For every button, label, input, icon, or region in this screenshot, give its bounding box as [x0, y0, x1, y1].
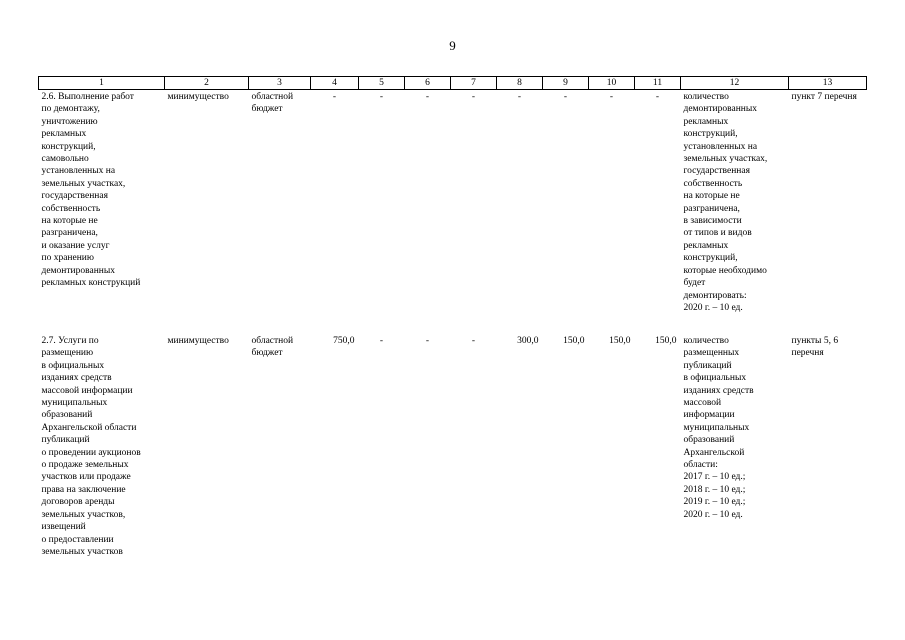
- column-header: 10: [589, 77, 635, 90]
- text-line: Архангельской области: [41, 422, 137, 433]
- column-header: 13: [789, 77, 867, 90]
- text-line: рекламных: [41, 129, 87, 140]
- text-line: области:: [683, 460, 718, 471]
- column-header: 5: [359, 77, 405, 90]
- text-line: самовольно: [41, 154, 89, 165]
- text-line: информации: [683, 410, 735, 421]
- value-cell: -: [425, 336, 430, 346]
- text-line: количество: [683, 336, 729, 346]
- text-line: бюджет: [251, 348, 283, 359]
- value-cell: 300,0: [517, 336, 539, 346]
- value-cell: -: [425, 92, 430, 102]
- value-cell: 150,0: [609, 336, 631, 346]
- text-line: 2018 г. – 10 ед.;: [683, 484, 746, 495]
- text-line: пункты 5, 6: [791, 336, 839, 346]
- text-line: договоров аренды: [41, 497, 115, 508]
- text-line: разграничена,: [683, 203, 740, 214]
- text-line: уничтожению: [41, 116, 98, 127]
- text-line: конструкций,: [41, 141, 96, 152]
- text-line: государственная: [41, 191, 108, 202]
- text-line: 2019 г. – 10 ед.;: [683, 497, 746, 508]
- text-line: права на заключение: [41, 484, 126, 495]
- text-line: на которые не: [683, 191, 740, 202]
- value-cell: -: [563, 92, 568, 102]
- value-cell: 750,0: [333, 336, 355, 346]
- text-line: пункт 7 перечня: [791, 92, 857, 102]
- text-line: муниципальных: [683, 422, 750, 433]
- column-header: 9: [543, 77, 589, 90]
- text-line: изданиях средств: [41, 373, 112, 384]
- text-line: образований: [683, 435, 735, 446]
- text-line: земельных участков: [41, 546, 123, 557]
- text-line: публикаций: [683, 360, 732, 371]
- indicator-cell: [681, 329, 789, 558]
- value-cell: -: [609, 92, 614, 102]
- text-line: рекламных: [683, 116, 729, 127]
- text-line: на которые не: [41, 216, 98, 227]
- text-line: по хранению: [41, 253, 94, 264]
- value-cell: 150,0: [563, 336, 585, 346]
- value-cell: -: [379, 92, 384, 102]
- text-line: земельных участках,: [41, 178, 126, 189]
- text-line: по демонтажу,: [41, 104, 100, 115]
- text-line: участков или продаже: [41, 472, 131, 483]
- text-line: конструкций,: [683, 129, 738, 140]
- text-line: которые необходимо: [683, 265, 767, 276]
- text-line: областной: [251, 336, 294, 346]
- reference-cell: [789, 90, 867, 330]
- text-line: в официальных: [41, 360, 105, 371]
- column-header: 2: [165, 77, 249, 90]
- column-header: 1: [39, 77, 165, 90]
- text-line: размещению: [41, 348, 94, 359]
- text-line: 2017 г. – 10 ед.;: [683, 472, 746, 483]
- column-header: 6: [405, 77, 451, 90]
- text-line: 2.6. Выполнение работ: [41, 92, 134, 102]
- budget-table: [38, 76, 867, 558]
- text-line: демонтированных: [41, 265, 116, 276]
- text-line: Архангельской: [683, 447, 745, 458]
- text-line: перечня: [791, 348, 824, 359]
- text-line: массовой: [683, 398, 722, 409]
- text-line: демонтированных: [683, 104, 758, 115]
- text-line: рекламных конструкций: [41, 278, 141, 289]
- column-header: 11: [635, 77, 681, 90]
- text-line: изданиях средств: [683, 385, 754, 396]
- text-line: государственная: [683, 166, 750, 177]
- text-line: 2.7. Услуги по: [41, 336, 99, 346]
- text-line: разграничена,: [41, 228, 98, 239]
- value-cell: -: [517, 92, 522, 102]
- page-number: 9: [449, 38, 456, 53]
- text-line: образований: [41, 410, 93, 421]
- text-line: демонтировать:: [683, 290, 747, 301]
- text-line: бюджет: [251, 104, 283, 115]
- reference-cell: [789, 329, 867, 558]
- indicator-cell: [681, 90, 789, 330]
- funding-source-cell: [249, 90, 311, 330]
- executor-cell: минимущество: [167, 336, 229, 346]
- column-header: 3: [249, 77, 311, 90]
- text-line: и оказание услуг: [41, 240, 110, 251]
- text-line: о проведении аукционов: [41, 447, 141, 458]
- column-header: 12: [681, 77, 789, 90]
- text-line: размещенных: [683, 348, 740, 359]
- funding-source-cell: [249, 329, 311, 558]
- value-cell: -: [655, 92, 660, 102]
- text-line: 2020 г. – 10 ед.: [683, 302, 743, 313]
- column-header: 4: [311, 77, 359, 90]
- value-cell: -: [471, 92, 476, 102]
- column-header: 8: [497, 77, 543, 90]
- text-line: конструкций,: [683, 253, 738, 264]
- text-line: публикаций: [41, 435, 90, 446]
- text-line: в официальных: [683, 373, 747, 384]
- text-line: 2020 г. – 10 ед.: [683, 509, 743, 520]
- column-header: 7: [451, 77, 497, 90]
- text-line: областной: [251, 92, 294, 102]
- text-line: земельных участков,: [41, 509, 126, 520]
- text-line: муниципальных: [41, 398, 108, 409]
- executor-cell: минимущество: [167, 92, 229, 102]
- value-cell: -: [332, 92, 337, 102]
- text-line: будет: [683, 278, 706, 289]
- activity-name-cell: [39, 329, 165, 558]
- text-line: о предоставлении: [41, 534, 114, 545]
- text-line: извещений: [41, 522, 86, 533]
- table-row: [39, 90, 867, 330]
- text-line: о продаже земельных: [41, 460, 129, 471]
- column-number-row: [39, 77, 867, 90]
- text-line: рекламных: [683, 240, 729, 251]
- value-cell: -: [471, 336, 476, 346]
- text-line: установленных на: [41, 166, 116, 177]
- text-line: установленных на: [683, 141, 758, 152]
- text-line: количество: [683, 92, 729, 102]
- text-line: массовой информации: [41, 385, 133, 396]
- text-line: земельных участках,: [683, 154, 768, 165]
- value-cell: 150,0: [655, 336, 677, 346]
- activity-name-cell: [39, 90, 165, 330]
- text-line: в зависимости: [683, 216, 742, 227]
- table-row: [39, 329, 867, 558]
- value-cell: -: [379, 336, 384, 346]
- text-line: собственность: [683, 178, 743, 189]
- text-line: собственность: [41, 203, 101, 214]
- text-line: от типов и видов: [683, 228, 752, 239]
